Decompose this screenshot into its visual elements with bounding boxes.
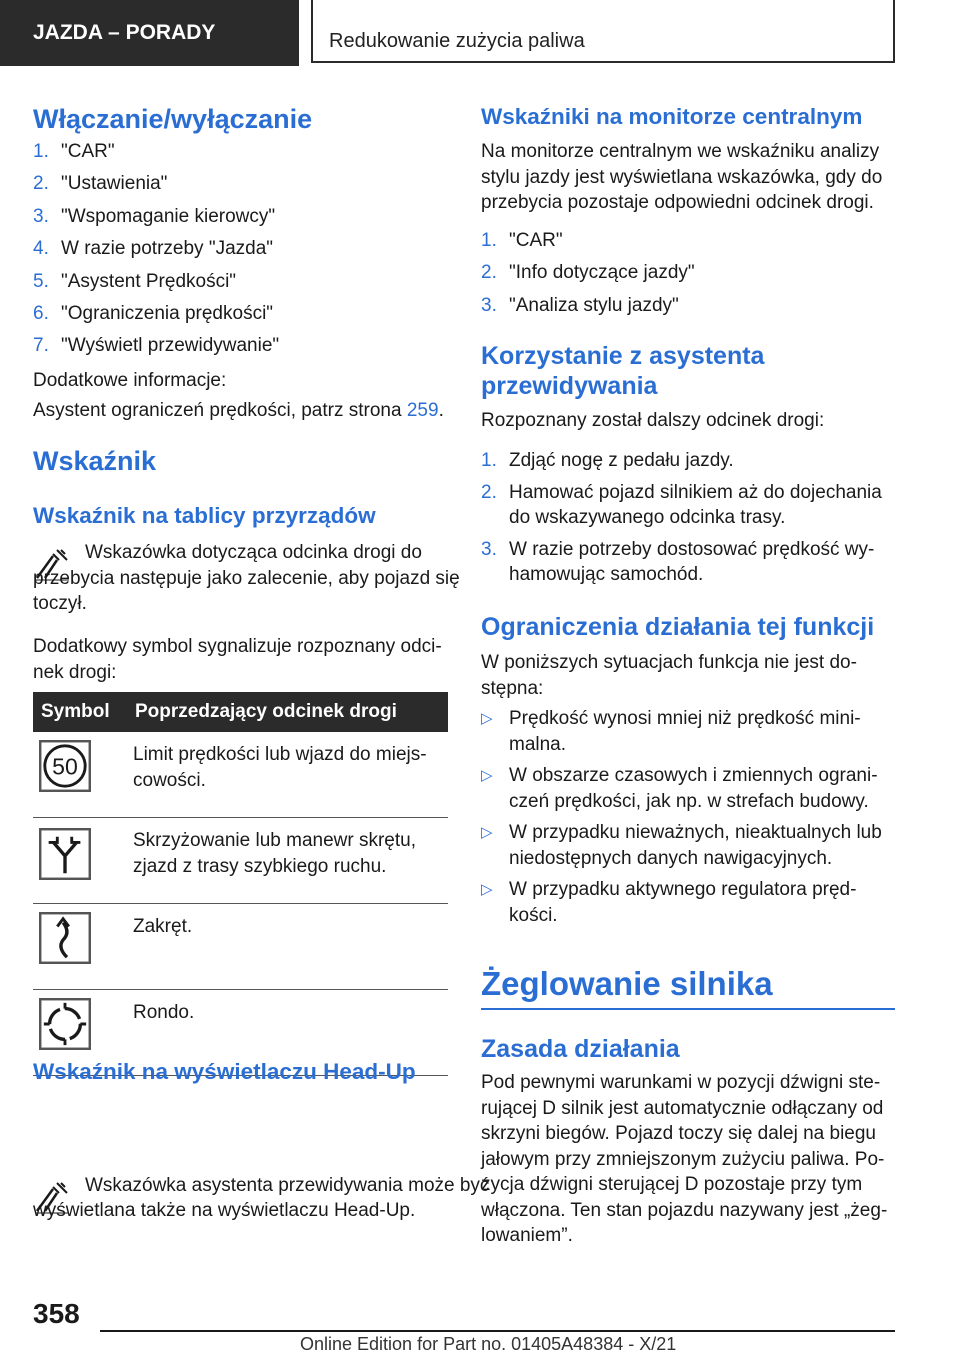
- heading-hud: Wskaźnik na wyświetlaczu Head-Up: [33, 1059, 416, 1084]
- row-text: Rondo.: [127, 990, 448, 1076]
- cluster-note: [33, 540, 500, 617]
- list-item: 1. Zdjąć nogę z pedału jazdy.: [481, 450, 734, 471]
- central-steps: [481, 228, 895, 325]
- heading-on-off: Włączanie/wyłączanie: [33, 104, 313, 134]
- heading-coasting: Żeglowanie silnika: [481, 965, 773, 1002]
- principle-text: Pod pewnymi warunkami w pozycji dźwigni sterującej D silnik jest automatycznie odłączany od skrzyni biegów. Pojazd toczy się dalej na biegu jałowym przy zmniejszonym zużyciu paliwa. Pozycja dźwigni sterującej D pozostaje przy tym włączona. Ten stan pojazdu nazywany jest „żeglowaniem”.: [481, 1072, 888, 1246]
- heading-central: Wskaźniki na monitorze centralnym: [481, 104, 863, 129]
- limits-text: W poniższych sytuacjach funkcja nie jest dostępna:: [481, 652, 857, 699]
- page-number: 358: [33, 1298, 80, 1329]
- header-section: JAZDA – PORADY: [0, 0, 299, 66]
- triangle-bullet-icon: ▷: [481, 824, 493, 841]
- curve-icon: [39, 912, 91, 964]
- table-row: [33, 732, 448, 818]
- hud-note-text: Wskazówka asystenta przewidywania może być wyświetlana także na wyświetlaczu Head-Up.: [33, 1174, 490, 1221]
- row-text: Zakręt.: [127, 904, 448, 990]
- triangle-bullet-icon: ▷: [481, 767, 493, 784]
- list-item: ▷ W przypadku nieważnych, nieaktualnych lub niedostępnych danych nawigacyjnych.: [481, 822, 882, 869]
- extra-info-text: Asystent ograniczeń prędkości, patrz strona 259.: [33, 399, 444, 421]
- roundabout-icon: [39, 998, 91, 1050]
- list-item: 1. "CAR": [481, 230, 563, 251]
- heading-cluster: Wskaźnik na tablicy przyrządów: [33, 503, 376, 528]
- list-item: 7. "Wyświetl przewidywanie": [33, 335, 280, 357]
- svg-text:50: 50: [52, 753, 78, 780]
- footer-edition: Online Edition for Part no. 01405A48384 - X/21: [300, 1334, 677, 1354]
- hint-icon: [33, 544, 71, 582]
- section-divider: [481, 1008, 895, 1010]
- list-item: ▷ W przypadku aktywnego regulatora prędkości.: [481, 879, 857, 926]
- list-item: 5. "Asystent Prędkości": [33, 270, 237, 292]
- list-item: 3. W razie potrzeby dostosować prędkość wyhamowując samochód.: [481, 538, 875, 585]
- row-text: Skrzyżowanie lub manewr skrętu, zjazd z trasy szybkiego ruchu.: [127, 818, 448, 904]
- symbol-intro: Dodatkowy symbol sygnalizuje rozpoznany odcinek drogi:: [33, 636, 442, 683]
- list-item: ▷ Prędkość wynosi mniej niż prędkość minimalna.: [481, 708, 861, 755]
- heading-indicator: Wskaźnik: [33, 446, 157, 476]
- junction-exit-icon: [39, 828, 91, 880]
- header-chapter: Redukowanie zużycia paliwa: [311, 0, 895, 63]
- heading-use: Korzystanie z asystenta przewidywania: [481, 342, 765, 400]
- header-description: Poprzedzający odcinek drogi: [127, 692, 448, 732]
- cluster-note-text: Wskazówka dotycząca odcinka drogi do przebycia następuje jako zalecenie, aby pojazd się toczył.: [33, 542, 460, 614]
- left-column: [33, 100, 448, 426]
- footer-rule: [100, 1330, 895, 1332]
- use-steps: [481, 448, 895, 588]
- use-text: Rozpoznany został dalszy odcinek drogi:: [481, 410, 825, 431]
- list-item: 3. "Wspomaganie kierowcy": [33, 205, 276, 227]
- triangle-bullet-icon: ▷: [481, 881, 493, 898]
- list-item: 2. "Info dotyczące jazdy": [481, 262, 695, 284]
- heading-limits: Ograniczenia działania tej funkcji: [481, 613, 875, 641]
- heading-principle: Zasada działania: [481, 1035, 680, 1063]
- speed-limit-50-icon: [39, 740, 91, 792]
- table-row: [33, 904, 448, 990]
- list-item: 1. "CAR": [33, 141, 115, 162]
- list-item: 2. Hamować pojazd silnikiem aż do dojechania do wskazywanego odcinka trasy.: [481, 481, 882, 528]
- list-item: ▷ W obszarze czasowych i zmiennych ograniczeń prędkości, jak np. w strefach budowy.: [481, 765, 878, 812]
- list-item: 4. W razie potrzeby "Jazda": [33, 238, 274, 260]
- list-item: 2. "Ustawienia": [33, 173, 168, 195]
- row-text: Limit prędkości lub wjazd do miejscowości.: [127, 732, 448, 818]
- hud-note: [33, 1173, 500, 1224]
- hint-icon: [33, 1177, 71, 1215]
- onoff-steps: [33, 139, 448, 366]
- symbol-table: [33, 692, 448, 1076]
- header-symbol: Symbol: [33, 692, 127, 732]
- list-item: 3. "Analiza stylu jazdy": [481, 294, 679, 316]
- triangle-bullet-icon: ▷: [481, 710, 493, 727]
- list-item: 6. "Ograniczenia prędkości": [33, 302, 274, 324]
- central-text: Na monitorze centralnym we wskaźniku analizy stylu jazdy jest wyświetlana wskazówka, gdy do przebycia pozostaje odpowiedni odcinek drogi.: [481, 141, 883, 213]
- table-row: [33, 818, 448, 904]
- page-link[interactable]: 259: [406, 399, 439, 421]
- extra-info-label: Dodatkowe informacje:: [33, 369, 227, 391]
- limits-list: [481, 706, 895, 928]
- table-header-row: [33, 692, 448, 732]
